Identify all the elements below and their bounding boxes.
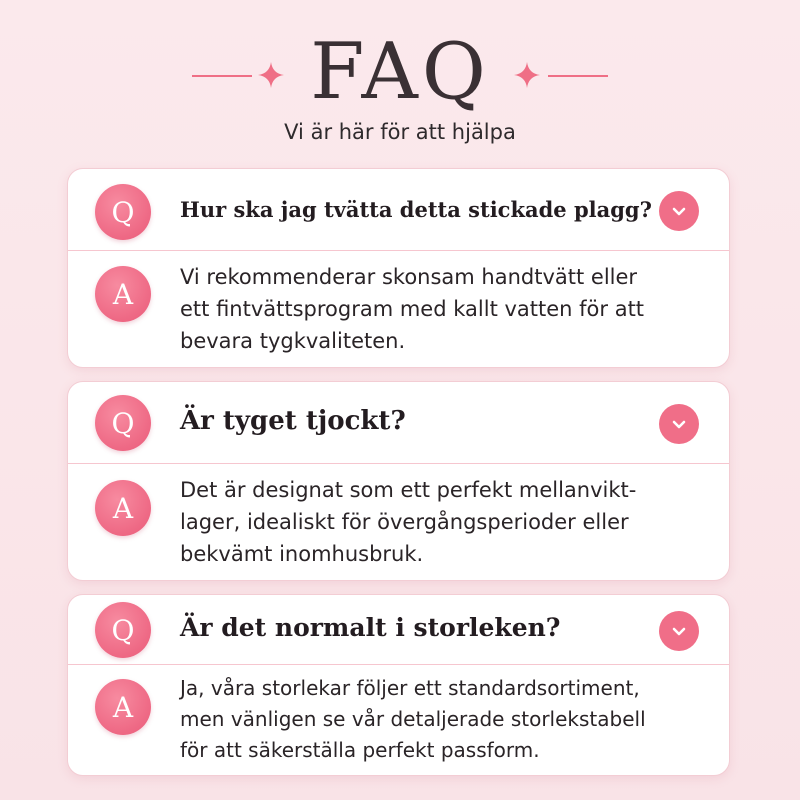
faq-answer-line: ett fintvättsprogram med kallt vatten för att	[180, 297, 645, 321]
question-badge: Q	[95, 602, 151, 658]
question-badge: Q	[95, 395, 151, 451]
answer-badge: A	[95, 266, 151, 322]
answer-badge: A	[95, 679, 151, 735]
faq-item	[67, 168, 730, 368]
faq-answer-line: bevara tygkvaliteten.	[180, 329, 406, 353]
faq-answer	[180, 673, 646, 766]
faq-answer-line: bekvämt inomhusbruk.	[180, 542, 424, 566]
chevron-down-icon[interactable]	[659, 611, 699, 651]
chevron-down-icon[interactable]	[659, 191, 699, 231]
faq-answer	[180, 261, 644, 357]
faq-question: Är det normalt i storleken?	[180, 613, 561, 642]
faq-answer-line: för att säkerställa perfekt passform.	[180, 738, 540, 762]
answer-badge: A	[95, 480, 151, 536]
page-subtitle: Vi är här för att hjälpa	[284, 120, 516, 144]
faq-answer-row	[68, 464, 729, 581]
faq-answer-line: Ja, våra storlekar följer ett standardsortiment,	[180, 676, 640, 700]
faq-header	[0, 0, 800, 160]
faq-item	[67, 381, 730, 581]
question-badge: Q	[95, 184, 151, 240]
faq-answer-row	[68, 665, 729, 776]
sparkle-icon	[512, 60, 542, 90]
faq-answer-line: Vi rekommenderar skonsam handtvätt eller	[180, 265, 638, 289]
faq-item	[67, 594, 730, 776]
faq-question-row[interactable]	[68, 595, 729, 665]
faq-question: Hur ska jag tvätta detta stickade plagg?	[180, 197, 652, 222]
faq-question-row[interactable]	[68, 169, 729, 251]
faq-answer-line: Det är designat som ett perfekt mellanvikt-	[180, 478, 637, 502]
faq-answer-row	[68, 251, 729, 368]
faq-question-row[interactable]	[68, 382, 729, 464]
faq-question: Är tyget tjockt?	[180, 406, 406, 436]
page-title: FAQ	[310, 27, 490, 117]
faq-answer-line: men vänligen se vår detaljerade storlekstabell	[180, 707, 646, 731]
faq-answer	[180, 474, 636, 570]
chevron-down-icon[interactable]	[659, 404, 699, 444]
decorative-line-right	[548, 75, 608, 77]
faq-answer-line: lager, idealiskt för övergångsperioder eller	[180, 510, 629, 534]
